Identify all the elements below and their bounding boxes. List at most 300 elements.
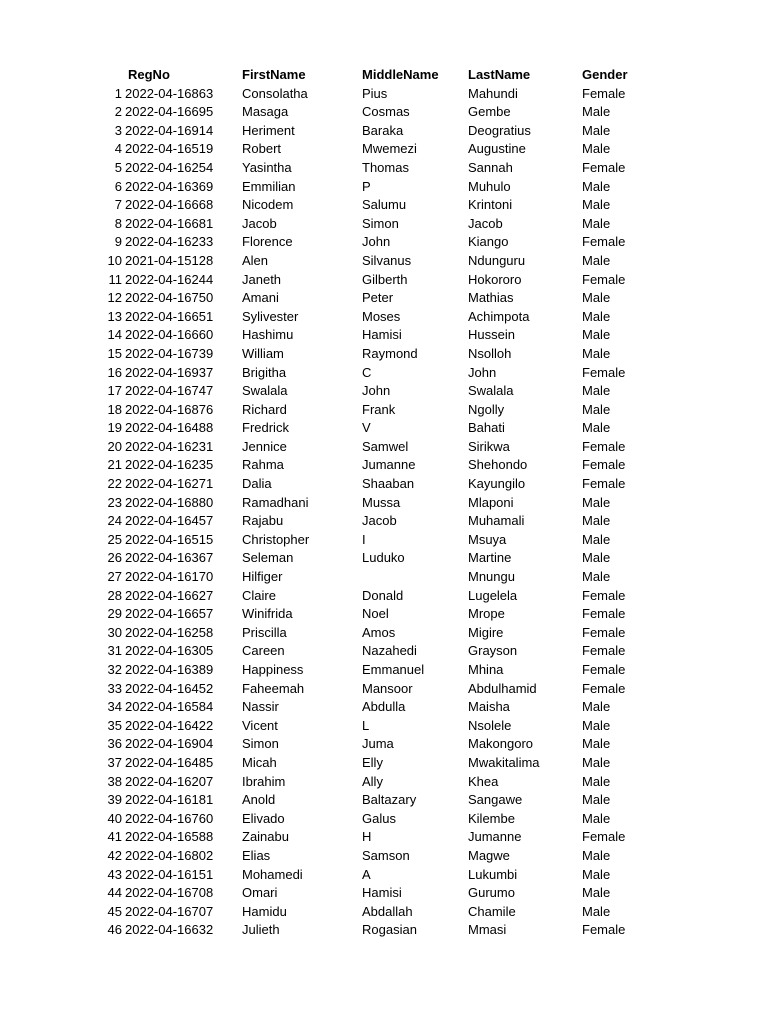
firstname-cell: Richard [242, 401, 287, 417]
middlename-cell: Simon [362, 215, 399, 231]
regno-cell: 2022-04-16588 [125, 829, 214, 845]
firstname-cell: Happiness [242, 662, 304, 677]
lastname-cell: Mrope [468, 606, 505, 622]
table-row [0, 438, 662, 457]
gender-cell: Male [582, 252, 611, 268]
gender-cell: Male [582, 569, 611, 585]
gender-cell: Male [582, 494, 611, 510]
regno-cell: 2022-04-16739 [125, 345, 214, 361]
regno-cell: 2022-04-16660 [125, 327, 214, 343]
row-number: 32 [107, 662, 122, 677]
header-row [0, 66, 662, 85]
table-row [0, 698, 662, 717]
header-gender: Gender [582, 67, 628, 82]
regno-cell: 2022-04-16235 [125, 457, 214, 473]
row-number: 46 [107, 922, 122, 938]
table-row [0, 735, 662, 754]
row-number: 35 [107, 717, 122, 733]
regno-cell: 2022-04-16708 [125, 885, 214, 901]
middlename-cell: Luduko [362, 550, 405, 566]
regno-cell: 2022-04-16760 [125, 810, 214, 826]
firstname-cell: Zainabu [242, 829, 289, 845]
gender-cell: Female [582, 680, 626, 696]
table-row [0, 866, 662, 885]
row-number: 30 [107, 624, 122, 640]
table-row [0, 289, 662, 308]
gender-cell: Female [582, 587, 626, 603]
table-row [0, 122, 662, 141]
regno-cell: 2022-04-16515 [125, 531, 214, 547]
lastname-cell: Lugelela [468, 587, 518, 603]
table-row [0, 382, 662, 401]
row-number: 9 [114, 234, 122, 250]
firstname-cell: Masaga [242, 104, 289, 120]
firstname-cell: Brigitha [242, 364, 287, 380]
table-row [0, 531, 662, 550]
middlename-cell: P [362, 178, 371, 194]
firstname-cell: Amani [242, 290, 279, 306]
regno-cell: 2022-04-16231 [125, 438, 214, 454]
firstname-cell: Seleman [242, 550, 294, 566]
middlename-cell: Salumu [362, 197, 407, 213]
row-number: 27 [107, 569, 122, 585]
row-number: 12 [107, 290, 122, 306]
row-number: 8 [114, 215, 122, 231]
middlename-cell: Mwemezi [362, 141, 417, 157]
gender-cell: Male [582, 773, 611, 789]
middlename-cell: Frank [362, 401, 396, 417]
lastname-cell: Msuya [468, 531, 507, 547]
middlename-cell: Baltazary [362, 792, 417, 808]
lastname-cell: Sangawe [468, 792, 523, 808]
regno-cell: 2022-04-16305 [125, 643, 214, 659]
gender-cell: Male [582, 531, 611, 547]
header-regno: RegNo [128, 67, 170, 82]
firstname-cell: Emmilian [242, 178, 296, 194]
lastname-cell: Nsolloh [468, 345, 512, 361]
gender-cell: Female [582, 922, 626, 938]
gender-cell: Female [582, 234, 626, 250]
firstname-cell: Rahma [242, 457, 284, 473]
gender-cell: Male [582, 792, 611, 808]
regno-cell: 2022-04-16457 [125, 513, 214, 529]
middlename-cell: V [362, 420, 371, 436]
firstname-cell: Faheemah [242, 680, 305, 696]
header-firstname: FirstName [242, 67, 306, 82]
row-number: 24 [107, 513, 122, 529]
middlename-cell: Cosmas [362, 104, 410, 120]
table-row [0, 810, 662, 829]
firstname-cell: Anold [242, 792, 276, 808]
firstname-cell: Ibrahim [242, 773, 286, 789]
lastname-cell: Mnungu [468, 569, 515, 585]
table-row [0, 103, 662, 122]
firstname-cell: Swalala [242, 383, 288, 399]
row-number: 28 [107, 587, 122, 603]
regno-cell: 2022-04-16244 [125, 271, 214, 287]
lastname-cell: Magwe [468, 847, 510, 863]
row-number: 31 [107, 643, 122, 659]
firstname-cell: Dalia [242, 476, 272, 492]
table-row [0, 549, 662, 568]
regno-cell: 2022-04-16937 [125, 364, 214, 380]
regno-cell: 2022-04-16519 [125, 141, 214, 157]
row-number: 5 [114, 159, 122, 175]
lastname-cell: Makongoro [468, 736, 534, 752]
table-row [0, 773, 662, 792]
table-row [0, 642, 662, 661]
row-number: 16 [107, 364, 122, 380]
gender-cell: Male [582, 327, 611, 343]
middlename-cell: A [362, 866, 371, 882]
middlename-cell: Galus [362, 810, 396, 826]
lastname-cell: Jacob [468, 215, 503, 231]
row-number: 44 [107, 885, 122, 901]
table-row [0, 252, 662, 271]
row-number: 6 [114, 178, 122, 194]
lastname-cell: John [468, 364, 497, 380]
middlename-cell: Samwel [362, 438, 409, 454]
middlename-cell [362, 568, 468, 587]
lastname-cell: Muhamali [468, 513, 525, 529]
table-row [0, 903, 662, 922]
row-number: 40 [107, 810, 122, 826]
middlename-cell: Rogasian [362, 922, 417, 938]
table-row [0, 717, 662, 736]
table-row [0, 85, 662, 104]
header-lastname: LastName [468, 67, 531, 82]
firstname-cell: William [242, 345, 284, 361]
gender-cell: Male [582, 141, 611, 157]
table-row [0, 233, 662, 252]
gender-cell: Female [582, 829, 626, 845]
gender-cell: Female [582, 85, 626, 101]
lastname-cell: Chamile [468, 903, 516, 919]
middlename-cell: Thomas [362, 159, 409, 175]
table-row [0, 754, 662, 773]
middlename-cell: Shaaban [362, 476, 415, 492]
firstname-cell: Nassir [242, 699, 279, 715]
regno-cell: 2021-04-15128 [125, 252, 214, 268]
firstname-cell: Heriment [242, 122, 295, 138]
gender-cell: Female [582, 271, 626, 287]
gender-cell: Male [582, 215, 611, 231]
table-row [0, 140, 662, 159]
firstname-cell: Vicent [242, 717, 278, 733]
regno-cell: 2022-04-16802 [125, 847, 214, 863]
middlename-cell: John [362, 383, 391, 399]
table-row [0, 308, 662, 327]
row-number: 42 [107, 847, 122, 863]
middlename-cell: Jacob [362, 513, 397, 529]
middlename-cell: Emmanuel [362, 662, 425, 677]
table-row [0, 271, 662, 290]
regno-cell: 2022-04-16914 [125, 122, 214, 138]
lastname-cell: Khea [468, 773, 499, 789]
row-number: 15 [107, 345, 122, 361]
middlename-cell: Hamisi [362, 885, 402, 901]
table-row [0, 494, 662, 513]
regno-cell: 2022-04-16863 [125, 85, 214, 101]
firstname-cell: Rajabu [242, 513, 284, 529]
row-number: 17 [107, 383, 122, 399]
regno-cell: 2022-04-16271 [125, 476, 214, 492]
middlename-cell: Peter [362, 290, 394, 306]
header-index [0, 66, 125, 85]
middlename-cell: Juma [362, 736, 394, 752]
row-number: 38 [107, 773, 122, 789]
lastname-cell: Lukumbi [468, 866, 518, 882]
firstname-cell: Fredrick [242, 420, 289, 436]
firstname-cell: Winifrida [242, 606, 293, 622]
regno-cell: 2022-04-16876 [125, 401, 214, 417]
lastname-cell: Kiango [468, 234, 509, 250]
table-header [0, 66, 662, 85]
middlename-cell: Baraka [362, 122, 404, 138]
table-row [0, 456, 662, 475]
firstname-cell: Christopher [242, 531, 310, 547]
middlename-cell: Silvanus [362, 252, 412, 268]
regno-cell: 2022-04-16632 [125, 922, 214, 938]
lastname-cell: Muhulo [468, 178, 511, 194]
lastname-cell: Nsolele [468, 717, 512, 733]
header-middlename: MiddleName [362, 67, 439, 82]
gender-cell: Male [582, 290, 611, 306]
gender-cell: Male [582, 345, 611, 361]
table-row [0, 587, 662, 606]
row-number: 13 [107, 308, 122, 324]
table-row [0, 884, 662, 903]
row-number: 33 [107, 680, 122, 696]
regno-cell: 2022-04-16668 [125, 197, 214, 213]
firstname-cell: Consolatha [242, 85, 308, 101]
row-number: 26 [107, 550, 122, 566]
gender-cell: Male [582, 885, 611, 901]
regno-cell: 2022-04-16904 [125, 736, 214, 752]
lastname-cell: Mhina [468, 662, 504, 677]
row-number: 39 [107, 792, 122, 808]
lastname-cell: Hussein [468, 327, 515, 343]
row-number: 36 [107, 736, 122, 752]
lastname-cell: Grayson [468, 643, 518, 659]
middlename-cell: Samson [362, 847, 410, 863]
firstname-cell: Julieth [242, 922, 280, 938]
gender-cell: Female [582, 476, 626, 492]
gender-cell: Male [582, 513, 611, 529]
table-row [0, 605, 662, 624]
gender-cell: Female [582, 662, 626, 677]
gender-cell: Male [582, 866, 611, 882]
gender-cell: Male [582, 903, 611, 919]
firstname-cell: Jennice [242, 438, 287, 454]
gender-cell: Female [582, 438, 626, 454]
regno-cell: 2022-04-16695 [125, 104, 214, 120]
row-number: 29 [107, 606, 122, 622]
middlename-cell: C [362, 364, 372, 380]
row-number: 43 [107, 866, 122, 882]
regno-cell: 2022-04-16369 [125, 178, 214, 194]
firstname-cell: Simon [242, 736, 279, 752]
table-body [0, 85, 662, 940]
regno-cell: 2022-04-16422 [125, 717, 214, 733]
middlename-cell: Raymond [362, 345, 418, 361]
regno-cell: 2022-04-16367 [125, 550, 214, 566]
firstname-cell: Robert [242, 141, 282, 157]
middlename-cell: H [362, 829, 372, 845]
gender-cell: Male [582, 754, 611, 770]
regno-cell: 2022-04-16181 [125, 792, 214, 808]
firstname-cell: Nicodem [242, 197, 294, 213]
middlename-cell: Amos [362, 624, 396, 640]
row-number: 4 [114, 141, 122, 157]
lastname-cell: Shehondo [468, 457, 528, 473]
middlename-cell: John [362, 234, 391, 250]
gender-cell: Male [582, 420, 611, 436]
regno-cell: 2022-04-16151 [125, 866, 214, 882]
regno-cell: 2022-04-16254 [125, 159, 214, 175]
gender-cell: Female [582, 624, 626, 640]
table-row [0, 921, 662, 940]
firstname-cell: Priscilla [242, 624, 287, 640]
row-number: 14 [107, 327, 122, 343]
student-register-sheet [0, 66, 768, 940]
middlename-cell: L [362, 717, 370, 733]
lastname-cell: Jumanne [468, 829, 522, 845]
firstname-cell: Claire [242, 587, 276, 603]
lastname-cell: Mlaponi [468, 494, 514, 510]
firstname-cell: Micah [242, 754, 277, 770]
regno-cell: 2022-04-16485 [125, 754, 214, 770]
lastname-cell: Krintoni [468, 197, 513, 213]
lastname-cell: Deogratius [468, 122, 531, 138]
middlename-cell: Jumanne [362, 457, 416, 473]
row-number: 18 [107, 401, 122, 417]
regno-cell: 2022-04-16651 [125, 308, 214, 324]
table-row [0, 568, 662, 587]
lastname-cell: Martine [468, 550, 512, 566]
firstname-cell: Careen [242, 643, 285, 659]
firstname-cell: Florence [242, 234, 293, 250]
table-row [0, 215, 662, 234]
gender-cell: Male [582, 699, 611, 715]
gender-cell: Male [582, 122, 611, 138]
table-row [0, 178, 662, 197]
table-row [0, 475, 662, 494]
lastname-cell: Gembe [468, 104, 511, 120]
firstname-cell: Elias [242, 847, 271, 863]
row-number: 25 [107, 531, 122, 547]
table-row [0, 326, 662, 345]
row-number: 34 [107, 699, 122, 715]
table-row [0, 196, 662, 215]
lastname-cell: Kilembe [468, 810, 515, 826]
gender-cell: Female [582, 364, 626, 380]
row-number: 23 [107, 494, 122, 510]
gender-cell: Male [582, 197, 611, 213]
middlename-cell: Ally [362, 773, 383, 789]
row-number: 45 [107, 903, 122, 919]
gender-cell: Male [582, 550, 611, 566]
lastname-cell: Mahundi [468, 85, 518, 101]
regno-cell: 2022-04-16627 [125, 587, 214, 603]
gender-cell: Female [582, 606, 626, 622]
lastname-cell: Ndunguru [468, 252, 526, 268]
regno-cell: 2022-04-16707 [125, 903, 214, 919]
gender-cell: Male [582, 736, 611, 752]
regno-cell: 2022-04-16258 [125, 624, 214, 640]
firstname-cell: Alen [242, 252, 269, 268]
row-number: 21 [107, 457, 122, 473]
row-number: 11 [108, 271, 122, 287]
middlename-cell: Mansoor [362, 680, 413, 696]
regno-cell: 2022-04-16750 [125, 290, 214, 306]
lastname-cell: Achimpota [468, 308, 530, 324]
regno-cell: 2022-04-16233 [125, 234, 214, 250]
table-row [0, 512, 662, 531]
gender-cell: Male [582, 104, 611, 120]
firstname-cell: Elivado [242, 810, 285, 826]
firstname-cell: Jacob [242, 215, 277, 231]
gender-cell: Male [582, 308, 611, 324]
lastname-cell: Augustine [468, 141, 526, 157]
middlename-cell: I [362, 531, 366, 547]
regno-cell: 2022-04-16657 [125, 606, 214, 622]
lastname-cell: Gurumo [468, 885, 515, 901]
lastname-cell: Maisha [468, 699, 510, 715]
regno-cell: 2022-04-16880 [125, 494, 214, 510]
gender-cell: Male [582, 847, 611, 863]
gender-cell: Male [582, 401, 611, 417]
gender-cell: Male [582, 717, 611, 733]
firstname-cell: Ramadhani [242, 494, 309, 510]
table-row [0, 828, 662, 847]
gender-cell: Male [582, 810, 611, 826]
row-number: 10 [107, 252, 122, 268]
regno-cell: 2022-04-16389 [125, 662, 214, 677]
regno-cell: 2022-04-16681 [125, 215, 214, 231]
lastname-cell: Ngolly [468, 401, 505, 417]
firstname-cell: Hamidu [242, 903, 287, 919]
gender-cell: Female [582, 457, 626, 473]
middlename-cell: Elly [362, 754, 383, 770]
firstname-cell: Mohamedi [242, 866, 303, 882]
row-number: 41 [107, 829, 122, 845]
row-number: 22 [107, 476, 122, 492]
firstname-cell: Janeth [242, 271, 282, 287]
firstname-cell: Sylivester [242, 308, 299, 324]
regno-cell: 2022-04-16170 [125, 569, 214, 585]
row-number: 1 [114, 85, 122, 101]
row-number: 7 [114, 197, 122, 213]
row-number: 2 [114, 104, 122, 120]
table-row [0, 791, 662, 810]
regno-cell: 2022-04-16207 [125, 773, 214, 789]
row-number: 20 [107, 438, 122, 454]
table-row [0, 345, 662, 364]
lastname-cell: Mmasi [468, 922, 507, 938]
lastname-cell: Abdulhamid [468, 680, 537, 696]
firstname-cell: Yasintha [242, 159, 292, 175]
lastname-cell: Hokororo [468, 271, 522, 287]
middlename-cell: Donald [362, 587, 404, 603]
table-row [0, 624, 662, 643]
table-row [0, 680, 662, 699]
lastname-cell: Sirikwa [468, 438, 510, 454]
table-row [0, 419, 662, 438]
gender-cell: Male [582, 178, 611, 194]
regno-cell: 2022-04-16584 [125, 699, 214, 715]
middlename-cell: Pius [362, 85, 388, 101]
